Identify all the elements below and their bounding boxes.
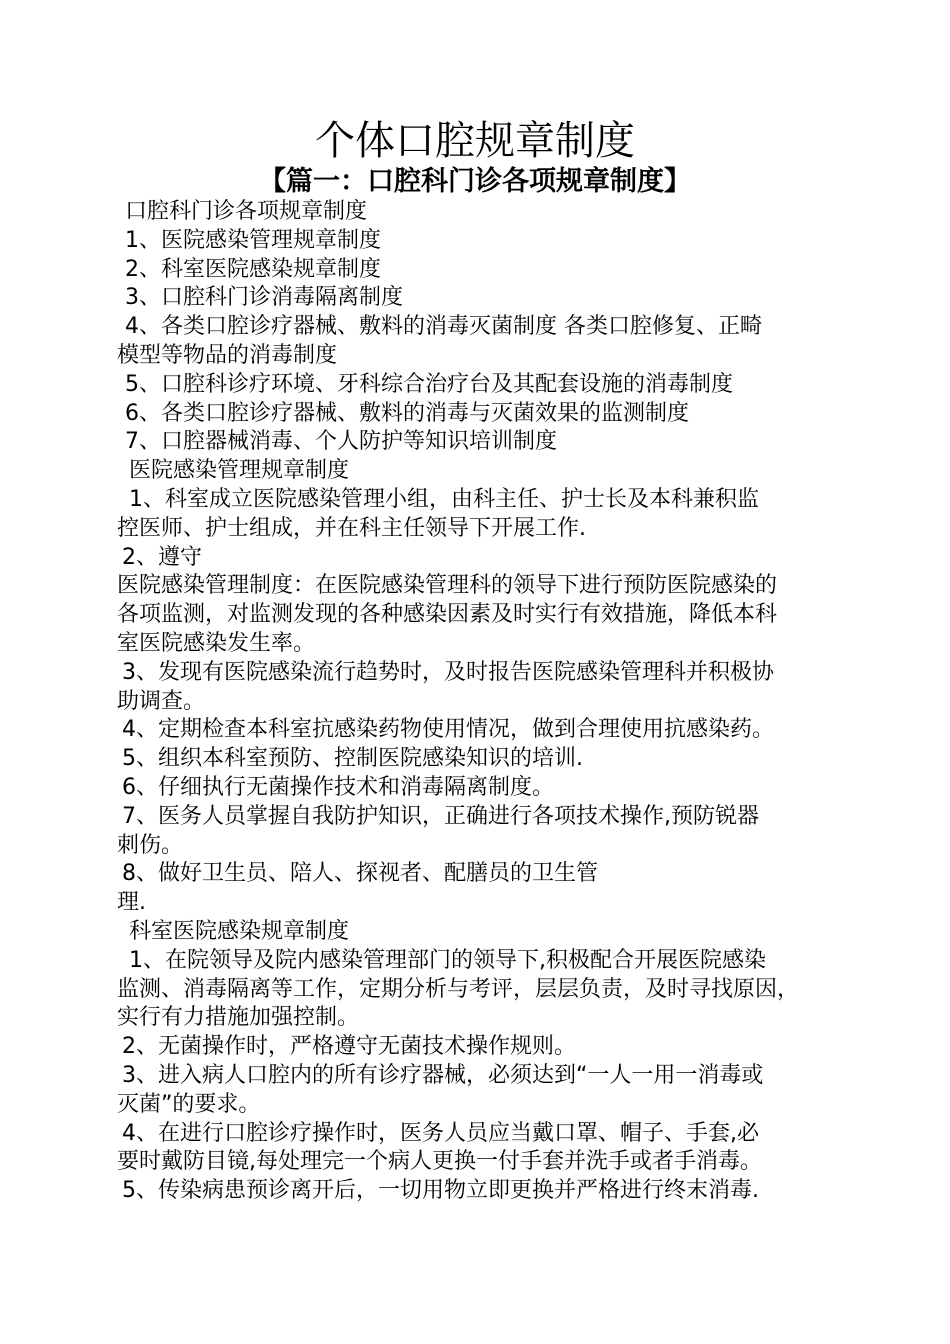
text-line: 刺伤。 — [117, 832, 184, 858]
text-line: 各项监测，对监测发现的各种感染因素及时实行有效措施，降低本科 — [117, 602, 778, 628]
text-line: 要时戴防目镜,每处理完一个病人更换一付手套并洗手或者手消毒。 — [117, 1149, 762, 1175]
document-body — [117, 198, 837, 1206]
section-heading: 口腔科门诊各项规章制度 — [125, 199, 368, 224]
text-line: 2、科室医院感染规章制度 — [125, 256, 381, 282]
text-line: 模型等物品的消毒制度 — [117, 342, 338, 368]
text-line: 7、口腔器械消毒、个人防护等知识培训制度 — [125, 429, 557, 455]
document-subtitle: 【篇一：口腔科门诊各项规章制度】 — [259, 166, 691, 197]
text-line: 控医师、护士组成，并在科主任领导下开展工作. — [117, 515, 586, 541]
text-line: 2、遵守 — [122, 544, 202, 570]
text-line: 3、进入病人口腔内的所有诊疗器械，必须达到“一人一用一消毒或 — [122, 1062, 764, 1088]
text-line: 5、传染病患预诊离开后，一切用物立即更换并严格进行终末消毒. — [122, 1178, 759, 1204]
text-line: 实行有力措施加强控制。 — [117, 1005, 360, 1031]
text-line: 6、仔细执行无菌操作技术和消毒隔离制度。 — [122, 774, 554, 800]
text-line: 3、发现有医院感染流行趋势时，及时报告医院感染管理科并积极协 — [122, 659, 774, 685]
text-line: 4、定期检查本科室抗感染药物使用情况，做到合理使用抗感染药。 — [122, 717, 774, 743]
text-line: 助调查。 — [117, 688, 206, 714]
document-title: 个体口腔规章制度 — [315, 118, 635, 164]
text-line: 4、各类口腔诊疗器械、敷料的消毒灭菌制度 各类口腔修复、正畸 — [125, 314, 762, 340]
text-line: 4、在进行口腔诊疗操作时，医务人员应当戴口罩、帽子、手套,必 — [122, 1120, 759, 1146]
text-line: 1、医院感染管理规章制度 — [125, 227, 381, 253]
text-line: 6、各类口腔诊疗器械、敷料的消毒与灭菌效果的监测制度 — [125, 400, 689, 426]
section-heading: 医院感染管理规章制度 — [129, 458, 350, 484]
text-line: 7、医务人员掌握自我防护知识，正确进行各项技术操作,预防锐器 — [122, 803, 759, 829]
text-line: 室医院感染发生率。 — [117, 630, 316, 656]
text-line: 2、无菌操作时，严格遵守无菌技术操作规则。 — [122, 1034, 576, 1060]
section-heading: 科室医院感染规章制度 — [129, 918, 350, 944]
text-line: 灭菌”的要求。 — [117, 1091, 261, 1117]
text-line: 监测、消毒隔离等工作，定期分析与考评，层层负责，及时寻找原因， — [117, 976, 800, 1002]
text-line: 5、口腔科诊疗环境、牙科综合治疗台及其配套设施的消毒制度 — [125, 371, 733, 397]
text-line: 1、在院领导及院内感染管理部门的领导下,积极配合开展医院感染 — [129, 947, 766, 973]
text-line: 理. — [117, 890, 146, 916]
text-line: 5、组织本科室预防、控制医院感染知识的培训. — [122, 746, 583, 772]
text-line: 1、科室成立医院感染管理小组，由科主任、护士长及本科兼积监 — [129, 486, 759, 512]
text-line: 3、口腔科门诊消毒隔离制度 — [125, 285, 403, 311]
text-line: 8、做好卫生员、陪人、探视者、配膳员的卫生管 — [122, 861, 598, 887]
text-line: 医院感染管理制度：在医院感染管理科的领导下进行预防医院感染的 — [117, 573, 778, 599]
